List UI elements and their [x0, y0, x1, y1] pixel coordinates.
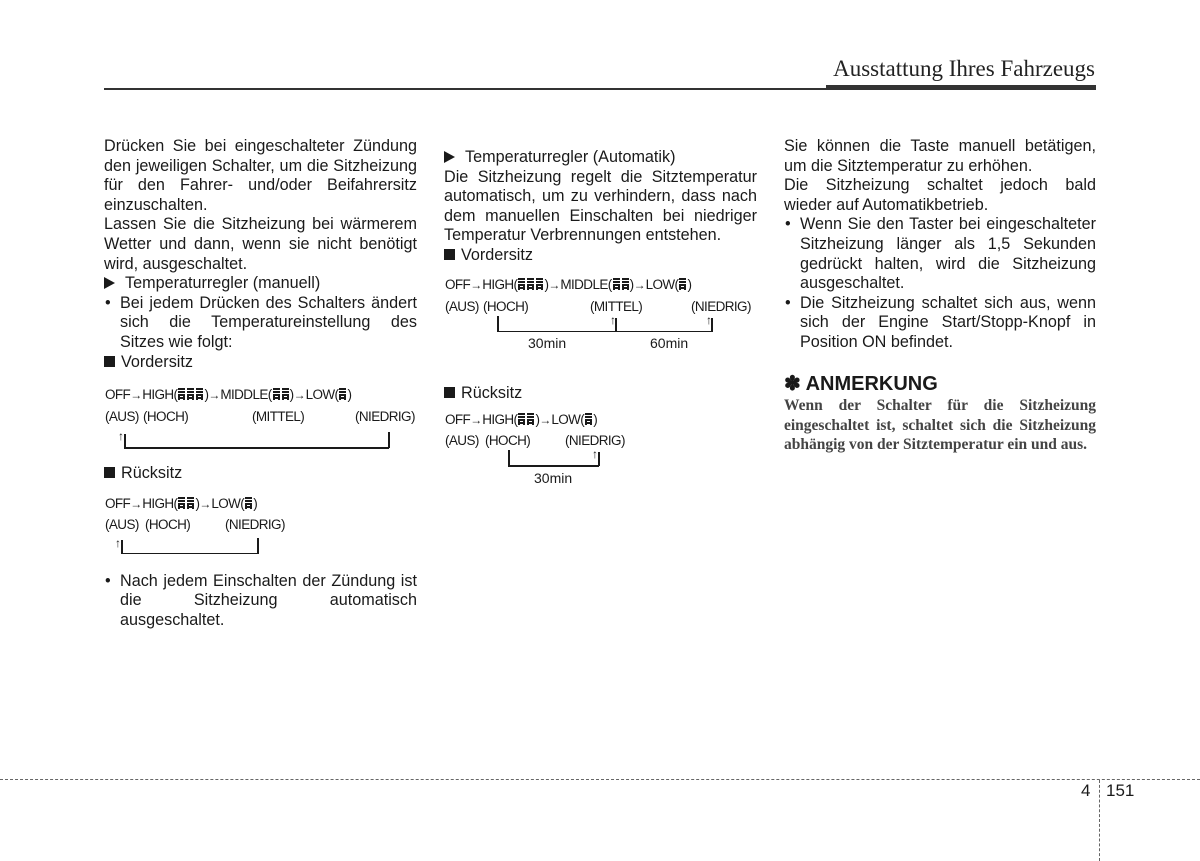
right-arrow-icon: → — [130, 388, 143, 403]
seat-heater-icon — [245, 497, 252, 509]
front-seat-label: Vordersitz — [104, 353, 417, 373]
rear-seat-label: Rücksitz — [104, 464, 417, 484]
rear-seat-manual-diagram — [104, 484, 417, 572]
seat-heater-icon — [187, 388, 194, 400]
triangle-bullet-icon — [104, 277, 115, 289]
cycle-line — [121, 540, 123, 554]
diagram-label: (NIEDRIG) — [565, 433, 625, 449]
seat-heater-icon — [339, 388, 346, 400]
right-arrow-icon: → — [470, 277, 483, 292]
cycle-line — [388, 432, 390, 448]
diagram-label: (MITTEL) — [590, 298, 643, 314]
note-title: ✽ ANMERKUNG — [784, 372, 938, 395]
diagram-label: (AUS) — [445, 433, 479, 449]
triangle-bullet-icon — [444, 151, 455, 163]
paragraph: Sie können die Taste manuell betätigen, um die Sitztemperatur zu erhöhen. — [784, 137, 1096, 175]
up-arrow-icon: ↑ — [610, 312, 616, 327]
square-bullet-icon — [104, 356, 115, 367]
right-arrow-icon: → — [470, 413, 483, 428]
seat-heater-icon — [196, 388, 203, 400]
timeline-line — [508, 450, 510, 466]
note-body: Wenn der Schalter für die Sitzheizung eingeschaltet ist, schaltet sich die Sitzheizung abhängig von der Sitztemperatur ein und aus. — [784, 397, 1096, 454]
seat-heater-icon — [282, 388, 289, 400]
timeline-line — [711, 318, 713, 332]
column-2 — [444, 148, 757, 493]
cycle-line — [121, 553, 258, 555]
diagram-label: (HOCH) — [143, 409, 189, 425]
diagram-states-row: OFF→HIGH( )→LOW( ) — [445, 412, 598, 428]
diagram-label: (MITTEL) — [252, 409, 305, 425]
diagram-label: (HOCH) — [485, 433, 531, 449]
right-arrow-icon: → — [633, 277, 646, 292]
right-arrow-icon: → — [199, 496, 212, 511]
seat-heater-icon — [178, 497, 185, 509]
timeline-line — [497, 316, 499, 332]
timeline-line — [615, 318, 617, 332]
timeline-line — [508, 465, 599, 467]
timeline-line — [598, 452, 600, 466]
rear-seat-auto-diagram — [444, 403, 757, 493]
seat-heater-icon — [527, 413, 534, 425]
bullet-item: • Die Sitzheizung schaltet sich aus, wenn sich der Engine Start/Stopp-Knopf in Position ON befindet. — [785, 293, 1096, 351]
seat-heater-icon — [622, 278, 629, 290]
front-seat-label: Vordersitz — [444, 246, 757, 266]
up-arrow-icon: ↑ — [118, 429, 124, 444]
section-title: Ausstattung Ihres Fahrzeugs — [833, 56, 1095, 81]
footer-rule — [0, 779, 1200, 780]
page-number: 151 — [1106, 781, 1135, 800]
diagram-label: (AUS) — [105, 409, 139, 425]
right-arrow-icon: → — [293, 388, 306, 403]
bullet-item: • Wenn Sie den Taster bei eingeschalteter Sitzheizung länger als 1,5 Sekunden gedrückt halten, wird die Sitzheizung ausgeschaltet. — [785, 215, 1096, 293]
manual-heading: Temperaturregler (manuell) — [104, 274, 417, 294]
up-arrow-icon: ↑ — [592, 447, 598, 462]
right-arrow-icon: → — [548, 277, 561, 292]
diagram-label: (HOCH) — [145, 516, 191, 532]
diagram-label: (AUS) — [105, 516, 139, 532]
chapter-number: 4 — [1081, 781, 1091, 800]
timer-label: 30min — [534, 470, 573, 487]
cycle-line — [124, 447, 389, 449]
paragraph: Die Sitzheizung regelt die Sitztemperatur automatisch, um zu verhindern, dass nach dem manuellen Einschalten bei niedriger Temperatur Verbrennungen entstehen. — [444, 167, 757, 245]
seat-heater-icon — [536, 278, 543, 290]
paragraph: Die Sitzheizung schaltet jedoch bald wieder auf Automatikbetrieb. — [784, 176, 1096, 214]
seat-heater-icon — [585, 413, 592, 425]
seat-heater-icon — [518, 278, 525, 290]
seat-heater-icon — [679, 278, 686, 290]
bullet-item: • Nach jedem Einschalten der Zündung ist die Sitzheizung automatisch ausgeschaltet. — [105, 571, 417, 629]
right-arrow-icon: → — [208, 388, 221, 403]
right-arrow-icon: → — [130, 496, 143, 511]
column-1 — [104, 137, 417, 631]
timer-label: 60min — [650, 334, 689, 351]
column-3 — [784, 137, 1096, 455]
auto-heading: Temperaturregler (Automatik) — [444, 148, 757, 168]
timer-label: 30min — [528, 334, 567, 351]
diagram-label: (AUS) — [445, 298, 479, 314]
cycle-line — [124, 434, 126, 448]
diagram-label: (NIEDRIG) — [355, 409, 415, 425]
rear-seat-label: Rücksitz — [444, 384, 757, 404]
bullet-item: • Bei jedem Drücken des Schalters ändert sich die Temperatureinstellung des Sitzes wie folgt: — [105, 293, 417, 351]
square-bullet-icon — [444, 387, 455, 398]
seat-heater-icon — [273, 388, 280, 400]
seat-heater-icon — [613, 278, 620, 290]
diagram-states-row: OFF→HIGH( )→LOW( ) — [105, 495, 258, 511]
up-arrow-icon: ↑ — [706, 312, 712, 327]
diagram-states-row: OFF→HIGH( )→MIDDLE( )→LOW( ) — [105, 387, 352, 403]
timeline-line — [497, 331, 712, 333]
header-rule-accent — [826, 85, 1096, 90]
right-arrow-icon: → — [539, 413, 552, 428]
front-seat-auto-diagram — [444, 266, 757, 384]
cycle-line — [257, 538, 259, 554]
diagram-states-row: OFF→HIGH( )→MIDDLE( )→LOW( ) — [445, 276, 692, 292]
paragraph: Drücken Sie bei eingeschalteter Zündung den jeweiligen Schalter, um die Sitzheizung für den Fahrer- und/oder Beifahrersitz einzuschalten. — [104, 137, 417, 214]
paragraph: Lassen Sie die Sitzheizung bei wärmerem Wetter und dann, wenn sie nicht benötigt wird, ausgeschaltet. — [104, 215, 417, 273]
seat-heater-icon — [527, 278, 534, 290]
square-bullet-icon — [444, 249, 455, 260]
diagram-label: (NIEDRIG) — [225, 516, 285, 532]
front-seat-manual-diagram — [104, 372, 417, 464]
diagram-label: (HOCH) — [483, 298, 529, 314]
seat-heater-icon — [178, 388, 185, 400]
square-bullet-icon — [104, 467, 115, 478]
up-arrow-icon: ↑ — [115, 535, 121, 550]
footer-divider — [1099, 780, 1100, 861]
diagram-label: (NIEDRIG) — [691, 298, 751, 314]
seat-heater-icon — [187, 497, 194, 509]
seat-heater-icon — [518, 413, 525, 425]
